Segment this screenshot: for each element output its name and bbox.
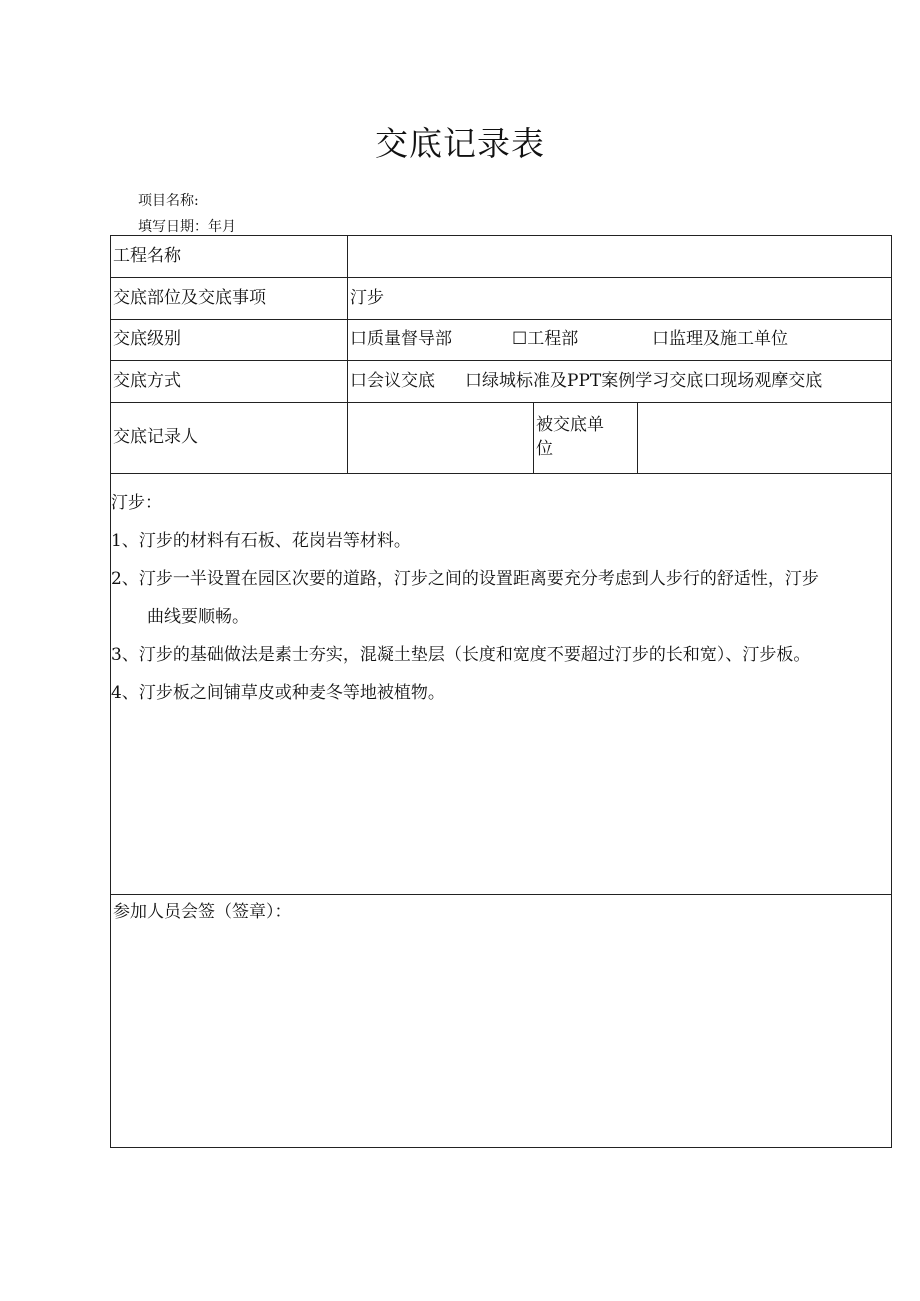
briefing-level-options — [348, 320, 892, 361]
briefing-record-table — [110, 235, 892, 1148]
briefing-method-options — [348, 361, 892, 403]
receiver-unit-label — [534, 403, 638, 474]
page-title: 交底记录表 — [375, 124, 545, 163]
row-signature — [111, 895, 892, 1148]
row-content — [111, 474, 892, 895]
briefing-level-label: 交底级别 — [111, 320, 348, 361]
briefing-part-field[interactable]: 汀步 — [348, 278, 892, 320]
level-option-supervision-construction-checkbox[interactable]: 口监理及施工单位 — [652, 329, 788, 350]
row-recorder — [111, 403, 892, 474]
recorder-field[interactable] — [348, 403, 534, 474]
fill-date-label: 填写日期：年月 — [138, 219, 236, 235]
project-name-field[interactable] — [348, 236, 892, 278]
method-option-standard-onsite-checkbox[interactable]: 口绿城标准及PPT案例学习交底口现场观摩交底 — [465, 370, 823, 391]
briefing-content — [111, 474, 892, 895]
content-item-1: 1、汀步的材料有石板、花岗岩等材料。 — [111, 531, 411, 551]
signature-label: 参加人员会签（签章）： — [113, 902, 292, 922]
method-option-meeting-checkbox[interactable]: 口会议交底 — [350, 370, 435, 391]
row-project-name — [111, 236, 892, 278]
content-item-2: 2、汀步一半设置在园区次要的道路，汀步之间的设置距离要充分考虑到人步行的舒适性，汀步 — [111, 569, 819, 589]
content-item-4: 4、汀步板之间铺草皮或种麦冬等地被植物。 — [111, 683, 445, 703]
content-item-2-continued: 曲线要顺畅。 — [147, 607, 249, 627]
level-option-engineering-checkbox[interactable]: ☐工程部 — [512, 329, 579, 350]
project-name-cell-label: 工程名称 — [111, 236, 348, 278]
content-item-3: 3、汀步的基础做法是素士夯实，混凝土垫层（长度和宽度不要超过汀步的长和宽）、汀步板。 — [111, 645, 811, 665]
receiver-unit-label-line1: 被交底单 — [536, 415, 604, 436]
content-heading: 汀步： — [111, 493, 162, 513]
level-option-quality-supervision-checkbox[interactable]: 口质量督导部 — [350, 329, 452, 350]
signature-area[interactable] — [111, 895, 892, 1148]
receiver-unit-field[interactable] — [638, 403, 892, 474]
row-briefing-method — [111, 361, 892, 403]
briefing-part-label: 交底部位及交底事项 — [111, 278, 348, 320]
row-briefing-level — [111, 320, 892, 361]
project-name-label: 项目名称: — [138, 193, 199, 209]
briefing-method-label: 交底方式 — [111, 361, 348, 403]
recorder-label: 交底记录人 — [111, 403, 348, 474]
receiver-unit-label-line2: 位 — [536, 439, 553, 459]
row-briefing-part — [111, 278, 892, 320]
